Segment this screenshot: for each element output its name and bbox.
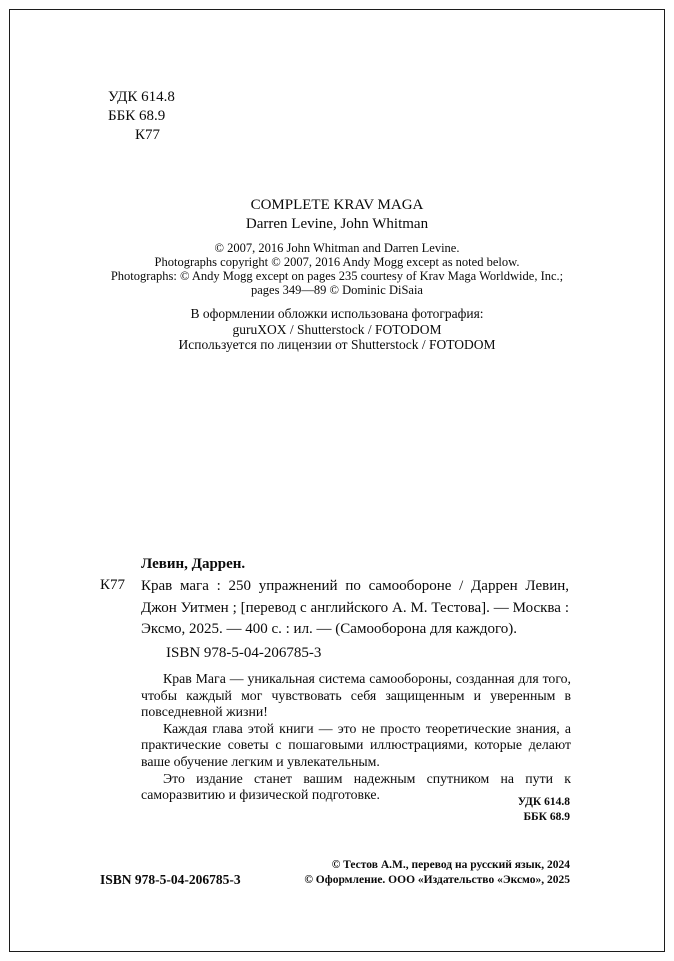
annotation-block [141, 671, 571, 804]
biblio-margin-code: К77 [100, 577, 126, 593]
footer-isbn: ISBN 978-5-04-206785-3 [100, 872, 241, 887]
photo-credit-line: В оформлении обложки использована фотография: [190, 306, 484, 321]
udk-code-small: УДК 614.8 [517, 796, 570, 808]
bbk-code: ББК 68.9 [108, 108, 166, 124]
photo-credit-line: guruXOX / Shutterstock / FOTODOM [232, 321, 442, 337]
biblio-author-heading: Левин, Даррен. [141, 556, 246, 572]
original-title-block [0, 196, 674, 234]
copyright-line: pages 349—89 © Dominic DiSaia [251, 283, 423, 297]
bbk-code-small: ББК 68.9 [523, 810, 570, 823]
cover-photo-credit-block [0, 306, 674, 353]
annotation-paragraph: Это издание станет вашим надежным спутником на пути к саморазвитию и физической подготовке. [141, 770, 571, 803]
footer-copyright-line: © Тестов А.М., перевод на русский язык, 2024 [331, 859, 570, 871]
bottom-classification-codes [518, 795, 570, 824]
annotation-paragraph: Каждая глава этой книги — это не просто теоретические знания, а практические советы с пошаговыми иллюстрациями, которые делают ваше обучение легким и увлекательным. [141, 720, 571, 769]
footer-copyright-block [304, 858, 570, 888]
copyright-line: Photographs: © Andy Mogg except on pages 235 courtesy of Krav Maga Worldwide, Inc.; [110, 269, 564, 283]
footer-copyright-line: © Оформление. ООО «Издательство «Эксмо», 2025 [304, 874, 570, 886]
copyright-block [0, 241, 674, 297]
top-classification-codes [108, 88, 175, 145]
original-title: COMPLETE KRAV MAGA [250, 197, 424, 213]
copyright-line: © 2007, 2016 John Whitman and Darren Levine. [214, 241, 460, 255]
author-sign-code: К77 [135, 127, 161, 143]
biblio-entry: Крав мага : 250 упражнений по самообороне / Даррен Левин, Джон Уитмен ; [перевод с английского А. М. Тестова]. — Москва : Эксмо, 2025. — 400 с. : ил. — (Самооборона для каждого). [141, 578, 569, 637]
copyright-line: Photographs copyright © 2007, 2016 Andy Mogg except as noted below. [154, 255, 520, 269]
annotation-paragraph: Крав Мага — уникальная система самообороны, созданная для того, чтобы каждый мог чувствовать себя защищенным и уверенным в повседневной жизни! [141, 671, 571, 720]
udk-code: УДК 614.8 [108, 89, 175, 105]
photo-credit-line: Используется по лицензии от Shutterstock / FOTODOM [178, 337, 496, 352]
original-authors: Darren Levine, John Whitman [245, 216, 429, 232]
biblio-isbn: ISBN 978-5-04-206785-3 [166, 645, 322, 661]
